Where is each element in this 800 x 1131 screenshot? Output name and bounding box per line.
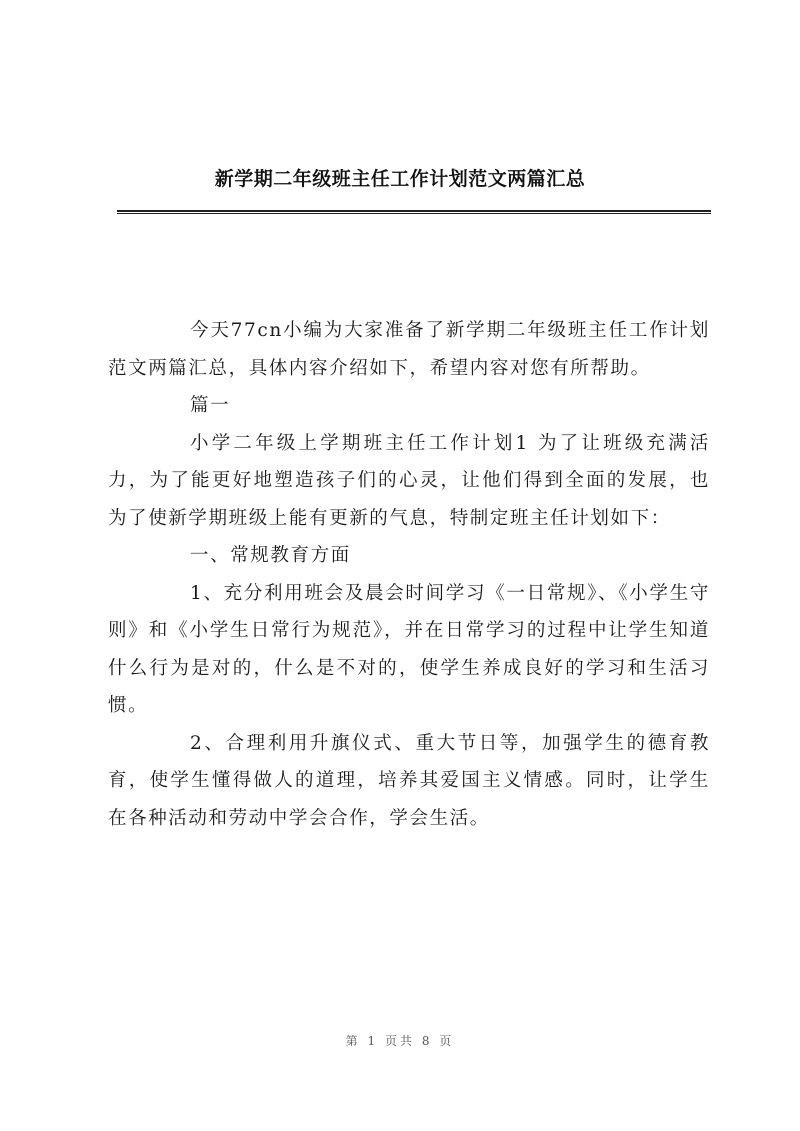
section-heading-part-one: 篇一 (190, 395, 231, 416)
footer-prefix: 第 (345, 1034, 361, 1048)
document-body (108, 312, 710, 837)
footer-total-pages: 8 (421, 1034, 433, 1048)
title-divider (117, 210, 711, 214)
footer-current-page: 1 (367, 1034, 379, 1048)
document-title: 新学期二年级班主任工作计划范文两篇汇总 (214, 168, 586, 190)
paragraph-intro: 今天77cn小编为大家准备了新学期二年级班主任工作计划范文两篇汇总，具体内容介绍如下，希望内容对您有所帮助。 (108, 320, 710, 379)
page-footer (0, 1032, 800, 1050)
paragraph-item-1: 1、充分利用班会及晨会时间学习《一日常规》、《小学生守则》和《小学生日常行为规范》，并在日常学习的过程中让学生知道什么行为是对的，什么是不对的，使学生养成良好的学习和生活习惯。 (108, 582, 710, 716)
paragraph-plan-intro: 小学二年级上学期班主任工作计划1 为了让班级充满活力，为了能更好地塑造孩子们的心灵，让他们得到全面的发展，也为了使新学期班级上能有更新的气息，特制定班主任计划如下： (108, 432, 710, 529)
footer-suffix: 页 (439, 1034, 455, 1048)
paragraph-item-2: 2、合理利用升旗仪式、重大节日等，加强学生的德育教育，使学生懂得做人的道理，培养其爱国主义情感。同时，让学生在各种活动和劳动中学会合作，学会生活。 (108, 732, 710, 829)
footer-middle: 页共 (384, 1034, 415, 1048)
section-heading-routine-education: 一、常规教育方面 (190, 545, 351, 566)
